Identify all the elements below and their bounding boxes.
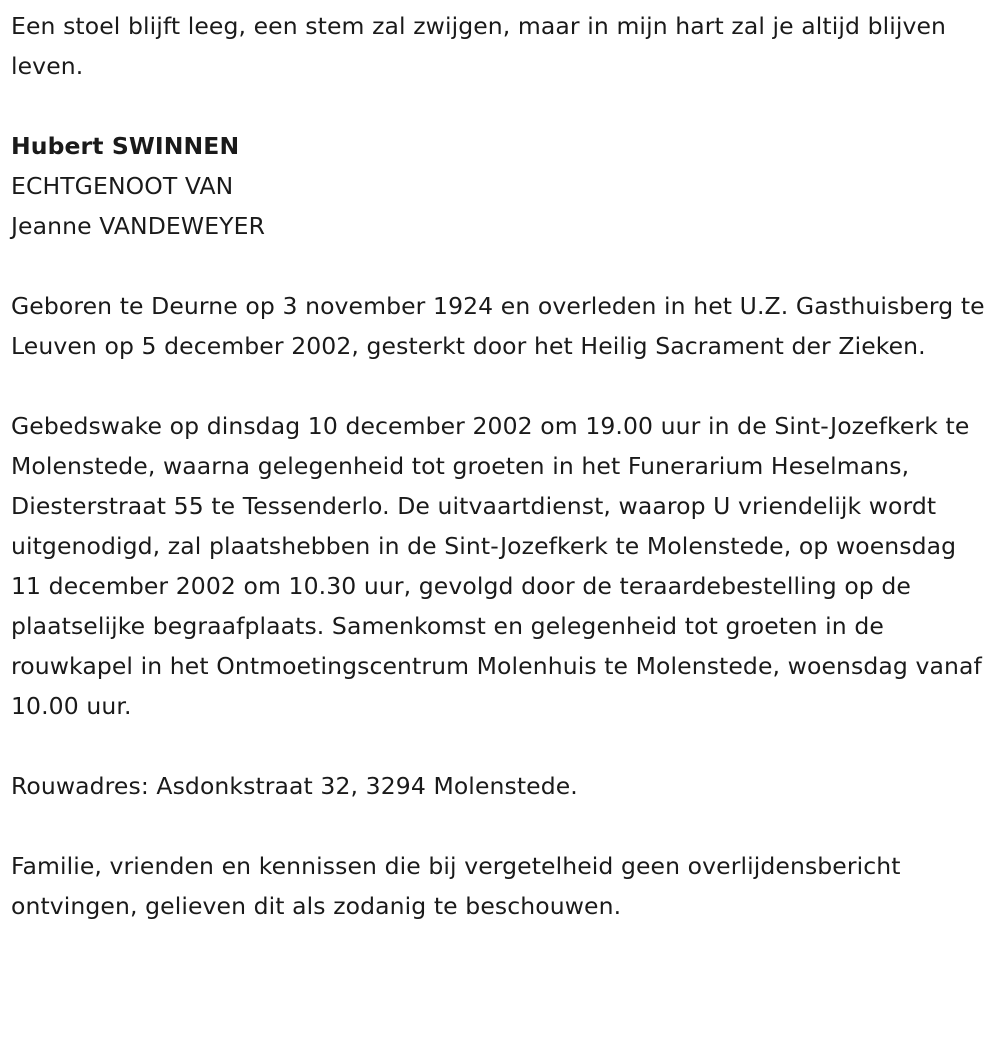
spouse-name: Jeanne VANDEWEYER bbox=[11, 212, 265, 240]
relation-label: ECHTGENOOT VAN bbox=[11, 172, 234, 200]
quote-paragraph: Een stoel blijft leeg, een stem zal zwijgen, maar in mijn hart zal je altijd blijven leven. bbox=[11, 12, 947, 80]
spacer bbox=[11, 86, 990, 126]
birth-death-paragraph: Geboren te Deurne op 3 november 1924 en overleden in het U.Z. Gasthuisberg te Leuven op 5 december 2002, gesterkt door het Heilig Sacrament der Zieken. bbox=[11, 292, 985, 360]
spacer bbox=[11, 806, 990, 846]
spacer bbox=[11, 246, 990, 286]
notice-paragraph: Familie, vrienden en kennissen die bij vergetelheid geen overlijdensbericht ontvingen, gelieven dit als zodanig te beschouwen. bbox=[11, 852, 901, 920]
address-paragraph: Rouwadres: Asdonkstraat 32, 3294 Molenstede. bbox=[11, 772, 578, 800]
deceased-name: Hubert SWINNEN bbox=[11, 132, 240, 160]
spacer bbox=[11, 366, 990, 406]
spacer bbox=[11, 726, 990, 766]
ceremony-paragraph: Gebedswake op dinsdag 10 december 2002 om 19.00 uur in de Sint-Jozefkerk te Molenstede, waarna gelegenheid tot groeten in het Funerarium Heselmans, Diesterstraat 55 te Tessenderlo. De uitvaartdienst, waarop U vriendelijk wordt uitgenodigd, zal plaatshebben in de Sint-Jozefkerk te Molenstede, op woensdag 11 december 2002 om 10.30 uur, gevolgd door de teraardebestelling op de plaatselijke begraafplaats. Samenkomst en gelegenheid tot groeten in de rouwkapel in het Ontmoetingscentrum Molenhuis te Molenstede, woensdag vanaf 10.00 uur. bbox=[11, 412, 982, 720]
